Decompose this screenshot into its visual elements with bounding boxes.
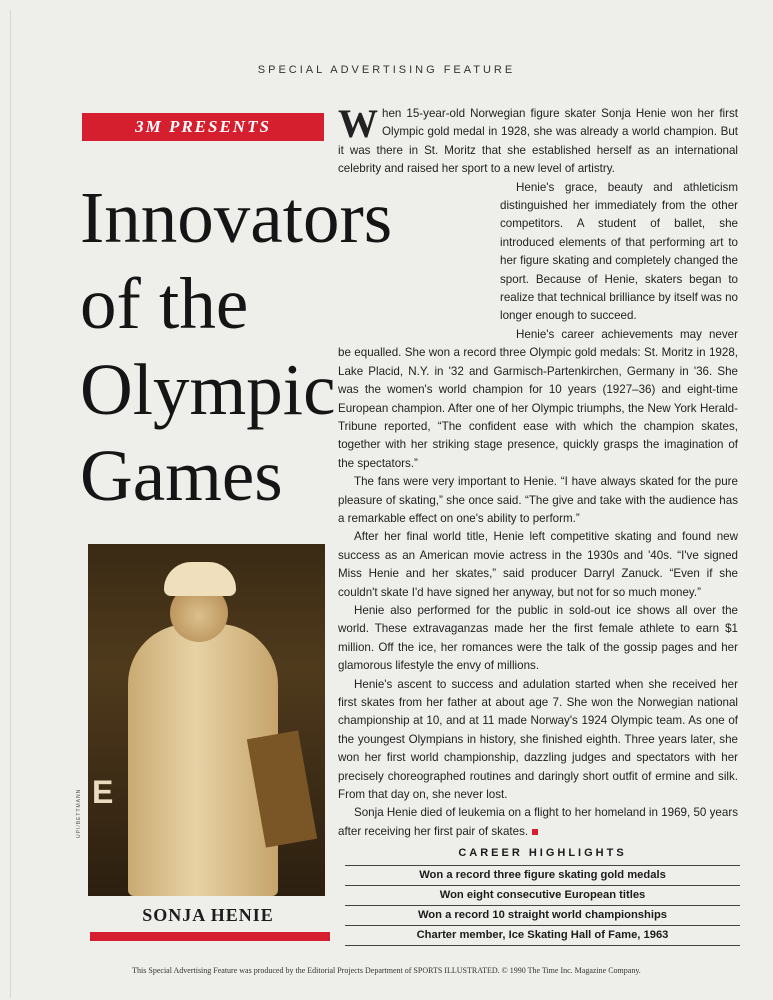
article-paragraph <box>338 804 738 841</box>
highlights-title: CAREER HIGHLIGHTS <box>458 847 627 859</box>
footer-credit: This Special Advertising Feature was produced by the Editorial Projects Department of SPORTS ILLUSTRATED. © 1990 The Time Inc. Magazine Company. <box>132 966 641 975</box>
layout-spacer <box>338 179 498 339</box>
headline-line: Games <box>80 435 283 516</box>
article-paragraph <box>338 101 738 179</box>
highlight-item: Won eight consecutive European titles <box>345 886 740 906</box>
paragraph-text: Sonja Henie died of leukemia on a flight to her homeland in 1969, 50 years after receiving her first pair of skates. <box>338 806 738 838</box>
headline-line: of the <box>80 263 249 344</box>
drop-cap: W <box>338 101 378 146</box>
sonja-henie-photo <box>88 544 325 896</box>
article-paragraph <box>338 326 738 473</box>
highlight-item: Won a record 10 straight world championships <box>345 906 740 926</box>
paragraph-text: hen 15-year-old Norwegian figure skater Sonja Henie won her first Olympic gold medal in 1928, she was already a world champion. But it was there in St. Moritz that she established herself as an international celebrity and raised her sport to a new level of artistry. <box>338 107 738 176</box>
highlight-item: Won a record three figure skating gold medals <box>345 866 740 886</box>
header-label: SPECIAL ADVERTISING FEATURE <box>257 64 516 76</box>
article-body <box>338 101 738 841</box>
end-mark-icon <box>532 829 538 835</box>
photo-caption: SONJA HENIE <box>142 905 274 925</box>
article-paragraph: After her final world title, Henie left competitive skating and found new success as an American movie actress in the 1930s and '40s. “I've signed Miss Henie and her skates,” said producer Darryl Zanuck. “Even if she couldn't skate I'd have signed her anyway, but not for so much money.” <box>338 530 738 599</box>
article-paragraph: The fans were very important to Henie. “I have always skated for the pure pleasure of skating,” she once said. “The give and take with the audience has a remarkable effect on one's ability to perform.” <box>338 475 738 525</box>
presents-banner: 3M PRESENTS <box>82 113 324 141</box>
headline-line: Innovators <box>80 177 393 258</box>
highlights-list <box>345 865 740 946</box>
article-paragraph: Henie also performed for the public in sold-out ice shows all over the world. These extravaganzas made her the first female athlete to earn $1 million. Off the ice, her romances were the talk of the gossip pages and her glamorous lifestyle the envy of millions. <box>338 603 738 673</box>
photo-sign-text: E <box>92 774 114 810</box>
photo-hat <box>164 562 236 596</box>
headline-line: Olympic <box>80 349 336 430</box>
caption-accent-bar <box>90 932 330 941</box>
highlight-item: Charter member, Ice Skating Hall of Fame, 1963 <box>345 926 740 946</box>
paragraph-text: Henie's career achievements may never be equalled. She won a record three Olympic gold medals: St. Moritz in 1928, Lake Placid, N.Y. in '32 and Garmisch-Partenkirchen, Germany in '36. She was the women's world champion for 10 years (1927–36) and eight-time European champion. After one of her Olympic triumphs, the New York Herald-Tribune reported, “The confident ease with which the champion skates, together with her striking stage presence, quickly grasps the imagination of the spectators.” <box>338 327 738 470</box>
photo-credit: UPI/BETTMANN <box>76 788 82 838</box>
article-paragraph: Henie's grace, beauty and athleticism distinguished her immediately from the other competitors. A student of ballet, she introduced elements of that performing art to her figure skating and completely changed the sport. Because of Henie, skaters began to realize that technical brilliance by itself was no longer enough to succeed. <box>500 180 738 323</box>
article-paragraph: Henie's ascent to success and adulation started when she received her first skates from her father at about age 7. She won the Norwegian national championship at 10, and at 11 made Norway's 1924 Olympic team. As one of the youngest Olympians in history, she finished eighth. Three years later, she won her first world championship, dazzling judges and spectators with her precisely choreographed routines and daringly short outfit of ermine and silk. From that day on, she never lost. <box>338 677 738 802</box>
